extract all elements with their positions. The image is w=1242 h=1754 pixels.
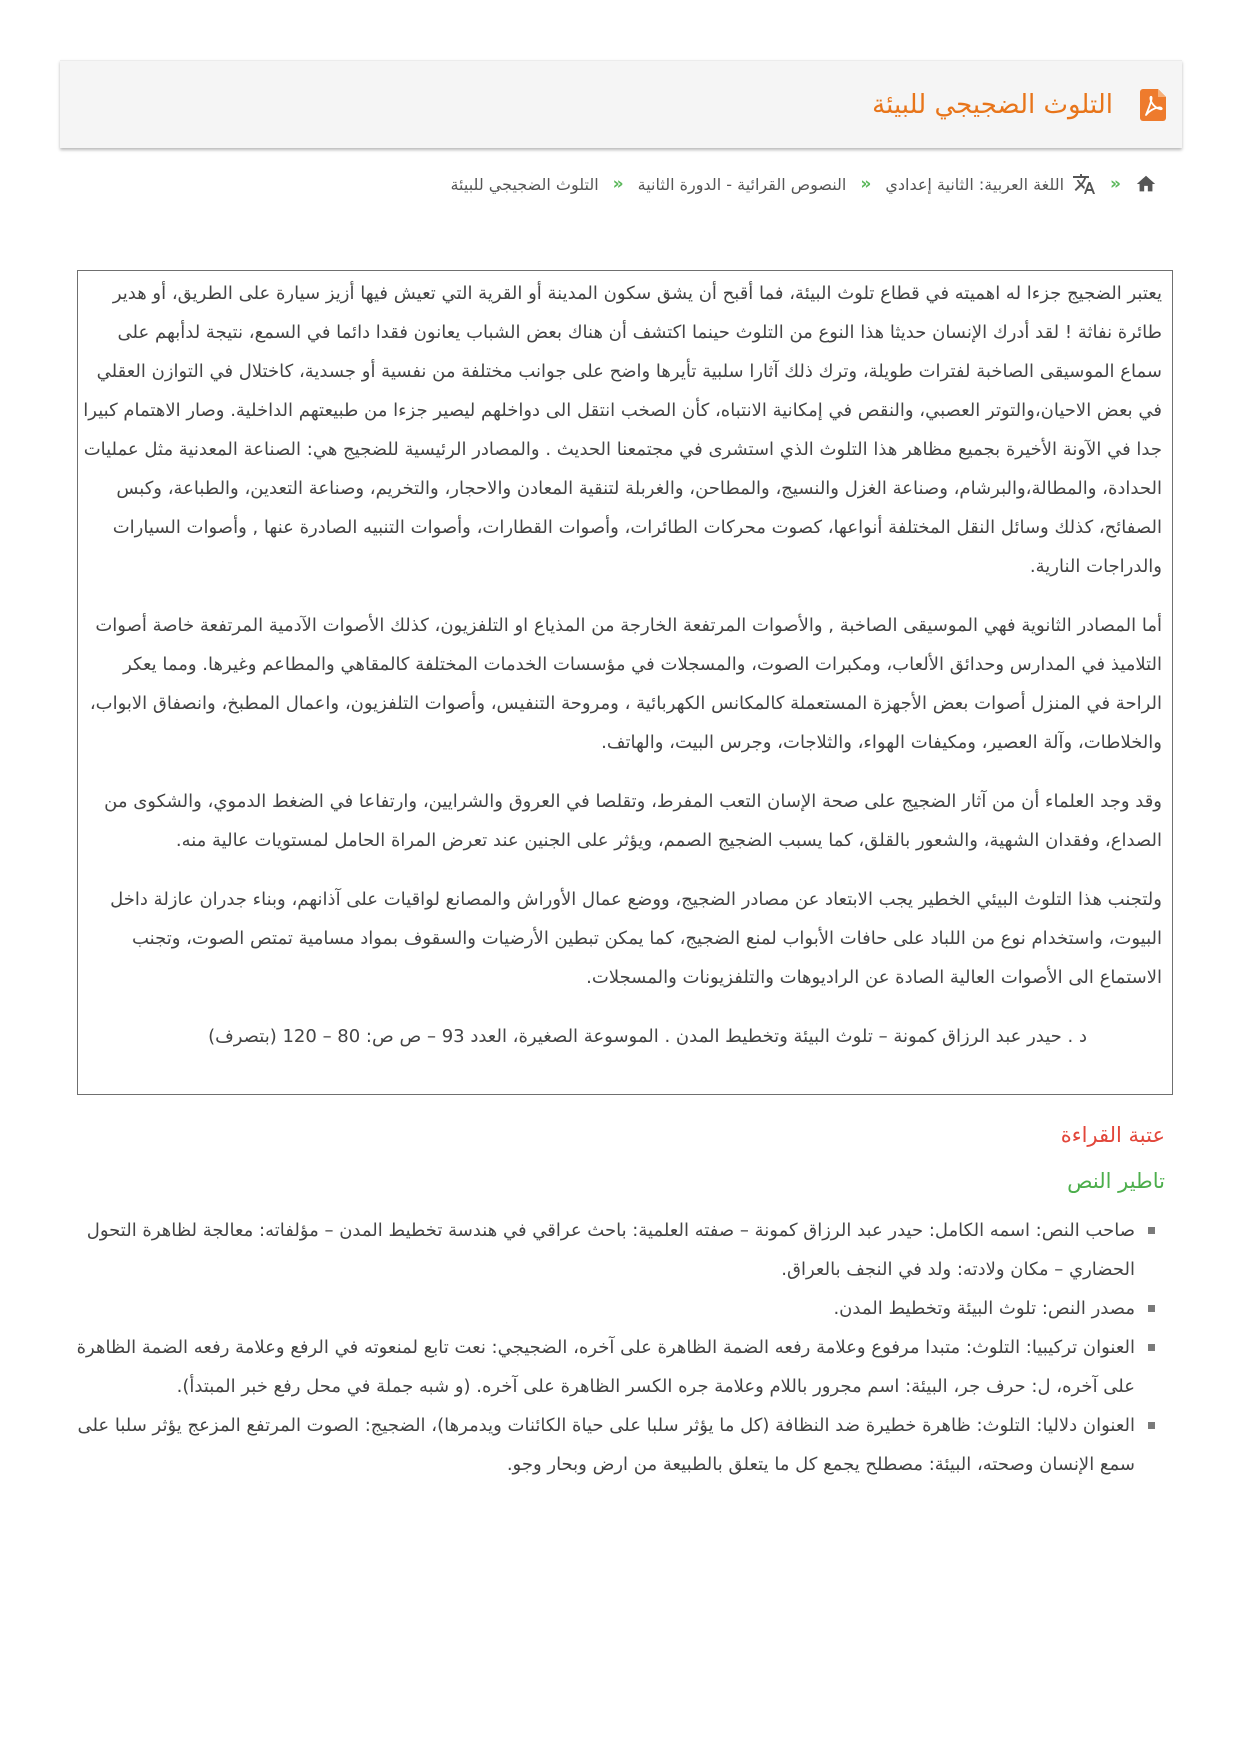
list-item-text: العنوان تركيبيا: التلوث: متبدا مرفوع وعلامة رفعه الضمة الظاهرة على آخره، الضجيجي: نعت تابع لمنعوته في الرفع وعلامة رفعه الضمة الظاهرة على آخره، ل: حرف جر، البيئة: اسم مجرور باللام وعلامة جره الكسر الظاهرة على آخره. (و شبه جملة في محل رفع خبر المبتدأ). — [76, 1337, 1135, 1397]
article-paragraph: ولتجنب هذا التلوث البيئي الخطير يجب الابتعاد عن مصادر الضجيج، ووضع عمال الأوراش والمصانع لواقيات على آذانهم، وبناء جدران عازلة داخل البيوت، واستخدام نوع من اللباد على حافات الأبواب لمنع الضجيج، كما يمكن تبطين الأرضيات والسقوف بمواد مسامية تمتص الصوت، وتجنب الاستماع الى الأصوات العالية الصادة عن الراديوهات والتلفزيونات والمسجلات. — [110, 889, 1162, 988]
home-icon — [1135, 173, 1157, 195]
text-framing-list — [75, 1211, 1135, 1484]
article-box — [77, 270, 1173, 1095]
list-item-text: مصدر النص: تلوث البيئة وتخطيط المدن. — [833, 1298, 1135, 1319]
breadcrumb-separator: » — [612, 174, 624, 194]
list-item — [75, 1328, 1135, 1406]
breadcrumb-separator: » — [860, 174, 872, 194]
article-paragraph: وقد وجد العلماء أن من آثار الضجيج على صحة الإسان التعب المفرط، وتقلصا في العروق والشرايين، وارتفاعا في الضغط الدموي، والشكوى من الصداع، وفقدان الشهية، والشعور بالقلق، كما يسبب الضجيج الصمم، ويؤثر على الجنين عند تعرض المراة الحامل لمستويات عالية منه. — [104, 791, 1162, 851]
breadcrumb-item-section[interactable] — [638, 175, 847, 194]
page-title: التلوث الضجيجي للبيئة — [872, 89, 1113, 120]
bullet-icon — [1148, 1344, 1155, 1351]
breadcrumb-item-label: النصوص القرائية - الدورة الثانية — [637, 174, 847, 194]
breadcrumb — [0, 170, 1157, 198]
list-item — [75, 1289, 1135, 1328]
section-title-reading-threshold: عتبة القراءة — [1060, 1123, 1165, 1147]
breadcrumb-separator: » — [1110, 174, 1121, 194]
section-subtitle-text-framing: تاطير النص — [1067, 1169, 1165, 1193]
breadcrumb-item-current: التلوث الضجيجي للبيئة — [450, 174, 599, 194]
breadcrumb-item-level[interactable] — [885, 172, 1096, 196]
article-citation: د . حيدر عبد الرزاق كمونة – تلوث البيئة وتخطيط المدن . الموسوعة الصغيرة، العدد 93 – ص ص: 80 – 120 (بتصرف) — [208, 1026, 1087, 1047]
article-paragraph: يعتبر الضجيج جزءا له اهميته في قطاع تلوث البيئة، فما أقبح أن يشق سكون المدينة أو القرية التي تعيش فيها أزيز سيارة على الطريق، أو هدير طائرة نفاثة ! لقد أدرك الإنسان حديثا هذا النوع من التلوث حينما اكتشف أن هناك بعض الشباب يعانون فقدا دائما في السمع، نتيجة لدأبهم على سماع الموسيقى الصاخبة لفترات طويلة، وترك ذلك آثارا سلبية تأيرها واضح على جوانب مختلفة من نفسية أو جسدية، كاختلال في التوازن العقلي في بعض الاحيان،والتوتر العصبي، والنقص في إمكانية الانتباه، كأن الصخب انتقل الى دواخلهم ليصير جزءا من طبيعتهم الداخلية. وصار الاهتمام كبيرا جدا في الآونة الأخيرة بجميع مظاهر هذا التلوث الذي استشرى في مجتمعنا الحديث . والمصادر الرئيسية للضجيج هي: الصناعة المعدنية مثل عمليات الحدادة، والمطالة،والبرشام، وصناعة الغزل والنسيج، والمطاحن، والغربلة لتنقية المعادن والاحجار، والتخريم، وصناعة التعدين، والطباعة، وكبس الصفائح، كذلك وسائل النقل المختلفة أنواعها، كصوت محركات الطائرات، وأصوات القطارات، وأصوات التنبيه الصادرة عنها , وأصوات السيارات والدراجات النارية. — [83, 283, 1162, 577]
breadcrumb-item-label: اللغة العربية: الثانية إعدادي — [885, 174, 1065, 194]
bullet-icon — [1148, 1227, 1155, 1234]
breadcrumb-home-link[interactable] — [1135, 173, 1157, 195]
list-item-text: العنوان دلاليا: التلوث: ظاهرة خطيرة ضد النظافة (كل ما يؤثر سلبا على حياة الكائنات ويدمرها)، الضجيج: الصوت المرتفع المزعج يؤثر سلبا على سمع الإنسان وصحته، البيئة: مصطلح يجمع كل ما يتعلق بالطبيعة من ارض وبحار وجو. — [77, 1415, 1135, 1475]
list-item-text: صاحب النص: اسمه الكامل: حيدر عبد الرزاق كمونة – صفته العلمية: باحث عراقي في هندسة تخطيط المدن – مؤلفاته: معالجة لظاهرة التحول الحضاري – مكان ولادته: ولد في النجف بالعراق. — [86, 1220, 1135, 1280]
translate-icon — [1072, 172, 1096, 196]
page-header — [60, 60, 1182, 148]
bullet-icon — [1148, 1422, 1155, 1429]
pdf-icon — [1140, 89, 1166, 121]
bullet-icon — [1148, 1305, 1155, 1312]
list-item — [75, 1406, 1135, 1484]
article-paragraph: أما المصادر الثانوية فهي الموسيقى الصاخبة , والأصوات المرتفعة الخارجة من المذياع او التلفزيون، كذلك الأصوات الآدمية المرتفعة خاصة أصوات التلاميذ في المدارس وحدائق الألعاب، ومكبرات الصوت، والمسجلات في مؤسسات الخدمات المختلفة كالمقاهي والمطاعم وغيرها. ومما يعكر الراحة في المنزل أصوات بعض الأجهزة المستعملة كالمكانس الكهربائية ، ومروحة التنفيس، وأصوات التلفزيون، واعمال المطبخ، وانصفاق الابواب، والخلاطات، وآلة العصير، ومكيفات الهواء، والثلاجات، وجرس البيت، والهاتف. — [89, 615, 1162, 753]
list-item — [75, 1211, 1135, 1289]
